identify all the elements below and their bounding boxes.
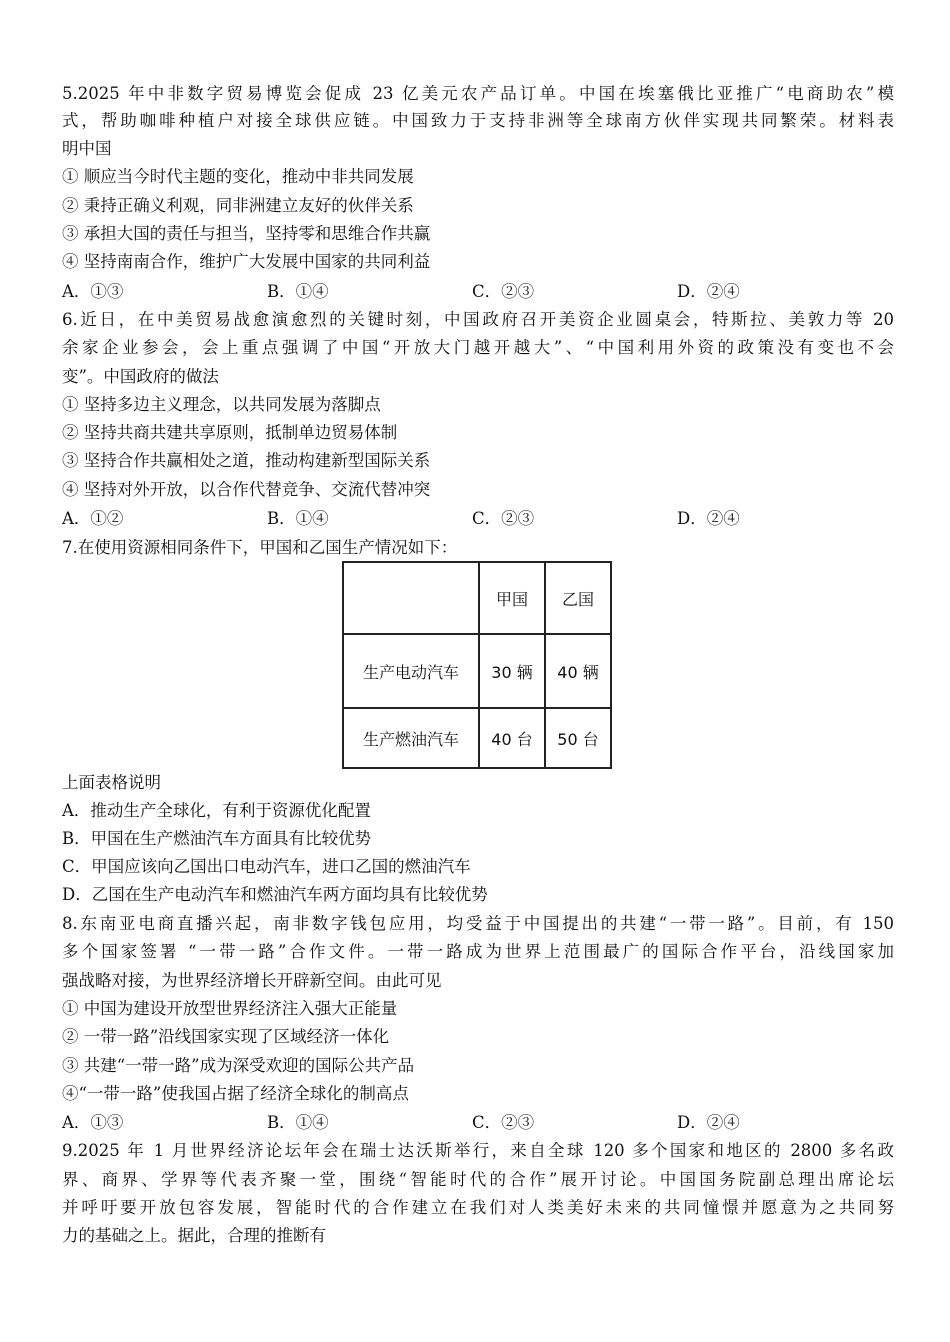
- q7-option-a: A．推动生产全球化，有利于资源优化配置: [62, 801, 371, 820]
- q8-option-c: C．②③: [472, 1113, 535, 1132]
- q5-option-b: B．①④: [267, 282, 329, 301]
- q5-stem-line: 明中国: [62, 139, 112, 158]
- q5-item: ④ 坚持南南合作，维护广大发展中国家的共同利益: [62, 252, 431, 271]
- q8-stem-line: 多个国家签署 “一带一路”合作文件。一带一路成为世界上范围最广的国际合作平台，沿线国家加: [62, 942, 894, 961]
- q6-option-c: C．②③: [472, 509, 535, 528]
- q7-option-b: B．甲国在生产燃油汽车方面具有比较优势: [62, 829, 372, 848]
- q8-options: [62, 1110, 894, 1136]
- table-header-country-b: 乙国: [545, 562, 611, 634]
- q9-stem-line: 9.2025 年 1 月世界经济论坛年会在瑞士达沃斯举行，来自全球 120 多个国家和地区的 2800 多名政: [62, 1141, 894, 1160]
- q5-stem-line: 式，帮助咖啡种植户对接全球供应链。中国致力于支持非洲等全球南方伙伴实现共同繁荣。材料表: [62, 111, 894, 130]
- q8-option-a: A．①③: [62, 1113, 124, 1132]
- q6-item: ① 坚持多边主义理念，以共同发展为落脚点: [62, 395, 381, 414]
- q6-item: ② 坚持共商共建共享原则，抵制单边贸易体制: [62, 423, 398, 442]
- table-corner-cell: [343, 562, 479, 634]
- table-cell: 40 辆: [545, 634, 611, 708]
- q7-option-c: C．甲国应该向乙国出口电动汽车，进口乙国的燃油汽车: [62, 857, 471, 876]
- q5-stem-line: 5.2025 年中非数字贸易博览会促成 23 亿美元农产品订单。中国在埃塞俄比亚推广“电商助农”模: [62, 84, 894, 103]
- table-row-label: 生产燃油汽车: [343, 708, 479, 768]
- q5-option-d: D．②④: [677, 282, 740, 301]
- table-header-country-a: 甲国: [479, 562, 545, 634]
- q5-options: [62, 279, 894, 305]
- q6-item: ③ 坚持合作共赢相处之道，推动构建新型国际关系: [62, 451, 431, 470]
- table-cell: 50 台: [545, 708, 611, 768]
- q9-stem-line: 界、商界、学界等代表齐聚一堂，围绕“智能时代的合作”展开讨论。中国国务院副总理出席论坛: [62, 1170, 894, 1189]
- q8-item: ③ 共建“一带一路”成为深受欢迎的国际公共产品: [62, 1056, 415, 1075]
- q8-stem-line: 8.东南亚电商直播兴起，南非数字钱包应用，均受益于中国提出的共建“一带一路”。目前，有 150: [62, 914, 894, 933]
- q9-stem-line: 并呼吁要开放包容发展，智能时代的合作建立在我们对人类美好未来的共同憧憬并愿意为之共同努: [62, 1198, 894, 1217]
- table-row: [343, 708, 611, 768]
- q6-stem-line: 余家企业参会，会上重点强调了中国“开放大门越开越大”、“中国利用外资的政策没有变也不会: [62, 338, 894, 357]
- q5-option-c: C．②③: [472, 282, 535, 301]
- q9-stem-line: 力的基础之上。据此，合理的推断有: [62, 1226, 326, 1245]
- production-table: [342, 561, 612, 769]
- q8-item: ② 一带一路”沿线国家实现了区域经济一体化: [62, 1027, 390, 1046]
- table-row: [343, 634, 611, 708]
- table-row-label: 生产电动汽车: [343, 634, 479, 708]
- q8-option-d: D．②④: [677, 1113, 740, 1132]
- q8-stem-line: 强战略对接，为世界经济增长开辟新空间。由此可见: [62, 971, 442, 990]
- q7-stem: 7.在使用资源相同条件下，甲国和乙国生产情况如下：: [62, 538, 458, 557]
- q8-item: ① 中国为建设开放型世界经济注入强大正能量: [62, 999, 398, 1018]
- table-cell: 30 辆: [479, 634, 545, 708]
- q8-option-b: B．①④: [267, 1113, 329, 1132]
- q6-item: ④ 坚持对外开放，以合作代替竞争、交流代替冲突: [62, 480, 431, 499]
- q8-item: ④“一带一路”使我国占据了经济全球化的制高点: [62, 1084, 409, 1103]
- table-header-row: [343, 562, 611, 634]
- q6-option-b: B．①④: [267, 509, 329, 528]
- q6-stem-line: 6.近日，在中美贸易战愈演愈烈的关键时刻，中国政府召开美资企业圆桌会，特斯拉、美敦力等 20: [62, 310, 894, 329]
- q7-lead: 上面表格说明: [62, 773, 161, 792]
- table-cell: 40 台: [479, 708, 545, 768]
- q7-option-d: D．乙国在生产电动汽车和燃油汽车两方面均具有比较优势: [62, 885, 488, 904]
- q5-item: ③ 承担大国的责任与担当，坚持零和思维合作共赢: [62, 224, 431, 243]
- q5-option-a: A．①③: [62, 282, 124, 301]
- q6-option-a: A．①②: [62, 509, 124, 528]
- q5-item: ① 顺应当今时代主题的变化，推动中非共同发展: [62, 167, 414, 186]
- q6-options: [62, 506, 894, 532]
- q6-option-d: D．②④: [677, 509, 740, 528]
- q6-stem-line: 变”。中国政府的做法: [62, 367, 219, 386]
- q5-item: ② 秉持正确义利观，同非洲建立友好的伙伴关系: [62, 196, 414, 215]
